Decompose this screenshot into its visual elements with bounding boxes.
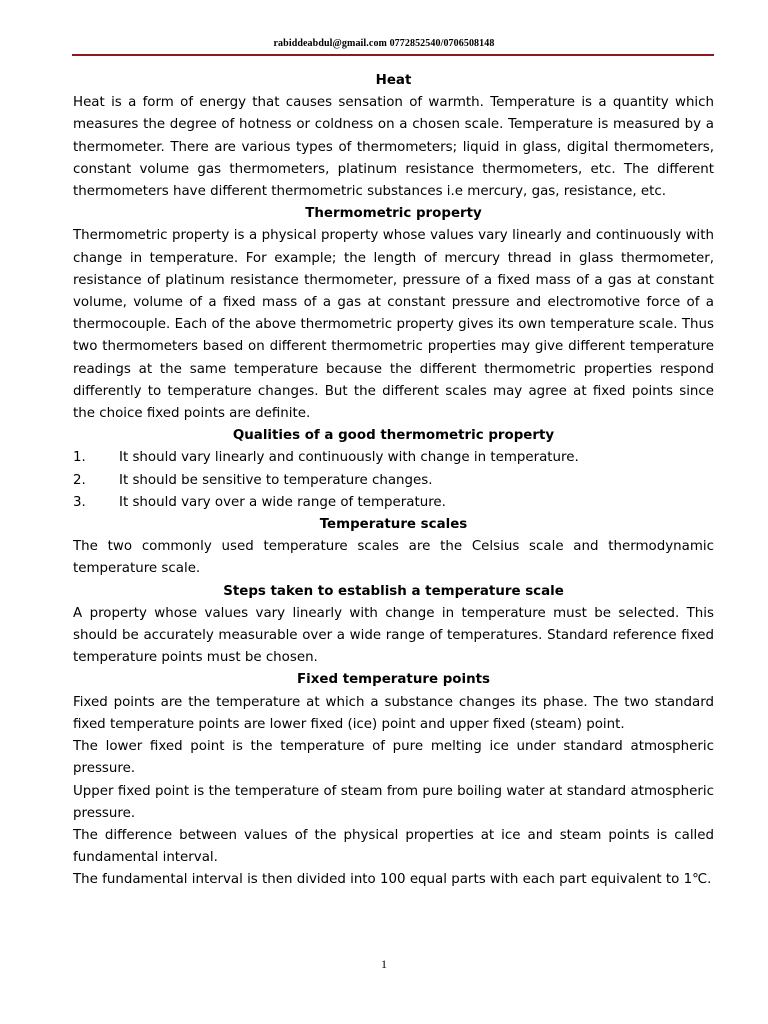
heading-thermometric-property: Thermometric property [305, 206, 482, 222]
heading-heat: Heat [375, 73, 412, 88]
page-number: 1 [381, 957, 387, 971]
paragraph-steps: A property whose values vary linearly with change in temperature must be selected. This should be accurately measurable over a wide range of temperatures. Standard reference fixed temperature points must be chosen. [73, 605, 714, 666]
list-item-text: It should vary over a wide range of temperature. [119, 494, 446, 510]
paragraph-fixed-points-4: The difference between values of the physical properties at ice and steam points is called fundamental interval. [73, 827, 714, 866]
list-item-text: It should be sensitive to temperature changes. [119, 472, 433, 488]
list-item-number: 3. [73, 494, 86, 510]
paragraph-fixed-points-2: The lower fixed point is the temperature of pure melting ice under standard atmospheric pressure. [73, 739, 714, 777]
paragraph-heat: Heat is a form of energy that causes sensation of warmth. Temperature is a quantity which measures the degree of hotness or coldness on a chosen scale. Temperature is measured by a thermometer. There are various types of thermometers; liquid in glass, digital thermometers, constant volume gas thermometers, platinum resistance thermometers, etc. The different thermometers have different thermometric substances i.e mercury, gas, resistance, etc. [73, 95, 714, 200]
header-contact: rabiddeabdul@gmail.com 0772852540/0706508148 [273, 38, 495, 49]
heading-steps: Steps taken to establish a temperature scale [223, 583, 564, 599]
paragraph-fixed-points-1: Fixed points are the temperature at which a substance changes its phase. The two standard fixed temperature points are lower fixed (ice) point and upper fixed (steam) point. [73, 694, 714, 732]
heading-temperature-scales: Temperature scales [319, 517, 468, 533]
list-item [73, 470, 714, 492]
header-rule [72, 54, 714, 56]
paragraph-fixed-points-3: Upper fixed point is the temperature of steam from pure boiling water at standard atmospheric pressure. [73, 783, 714, 821]
document-body [73, 70, 714, 892]
heading-qualities: Qualities of a good thermometric property [232, 428, 555, 444]
list-item [73, 447, 714, 469]
list-item-number: 1. [73, 450, 86, 466]
list-item-number: 2. [73, 472, 86, 488]
list-item-text: It should vary linearly and continuously with change in temperature. [119, 450, 579, 466]
paragraph-thermometric-property: Thermometric property is a physical property whose values vary linearly and continuously with change in temperature. For example; the length of mercury thread in glass thermometer, resistance of platinum resistance thermometer, pressure of a fixed mass of a gas at constant volume, volume of a fixed mass of a gas at constant pressure and electromotive force of a thermocouple. Each of the above thermometric property gives its own temperature scale. Thus two thermometers based on different thermometric properties may give different temperature readings at the same temperature because the different thermometric properties respond differently to temperature changes. But the different scales may agree at fixed points since the choice fixed points are definite. [73, 228, 714, 422]
paragraph-fixed-points-5: The fundamental interval is then divided into 100 equal parts with each part equivalent to 1℃. [73, 872, 712, 888]
paragraph-temperature-scales: The two commonly used temperature scales are the Celsius scale and thermodynamic temperature scale. [73, 539, 714, 577]
qualities-list [73, 447, 714, 514]
list-item [73, 492, 714, 514]
heading-fixed-points: Fixed temperature points [296, 672, 490, 688]
